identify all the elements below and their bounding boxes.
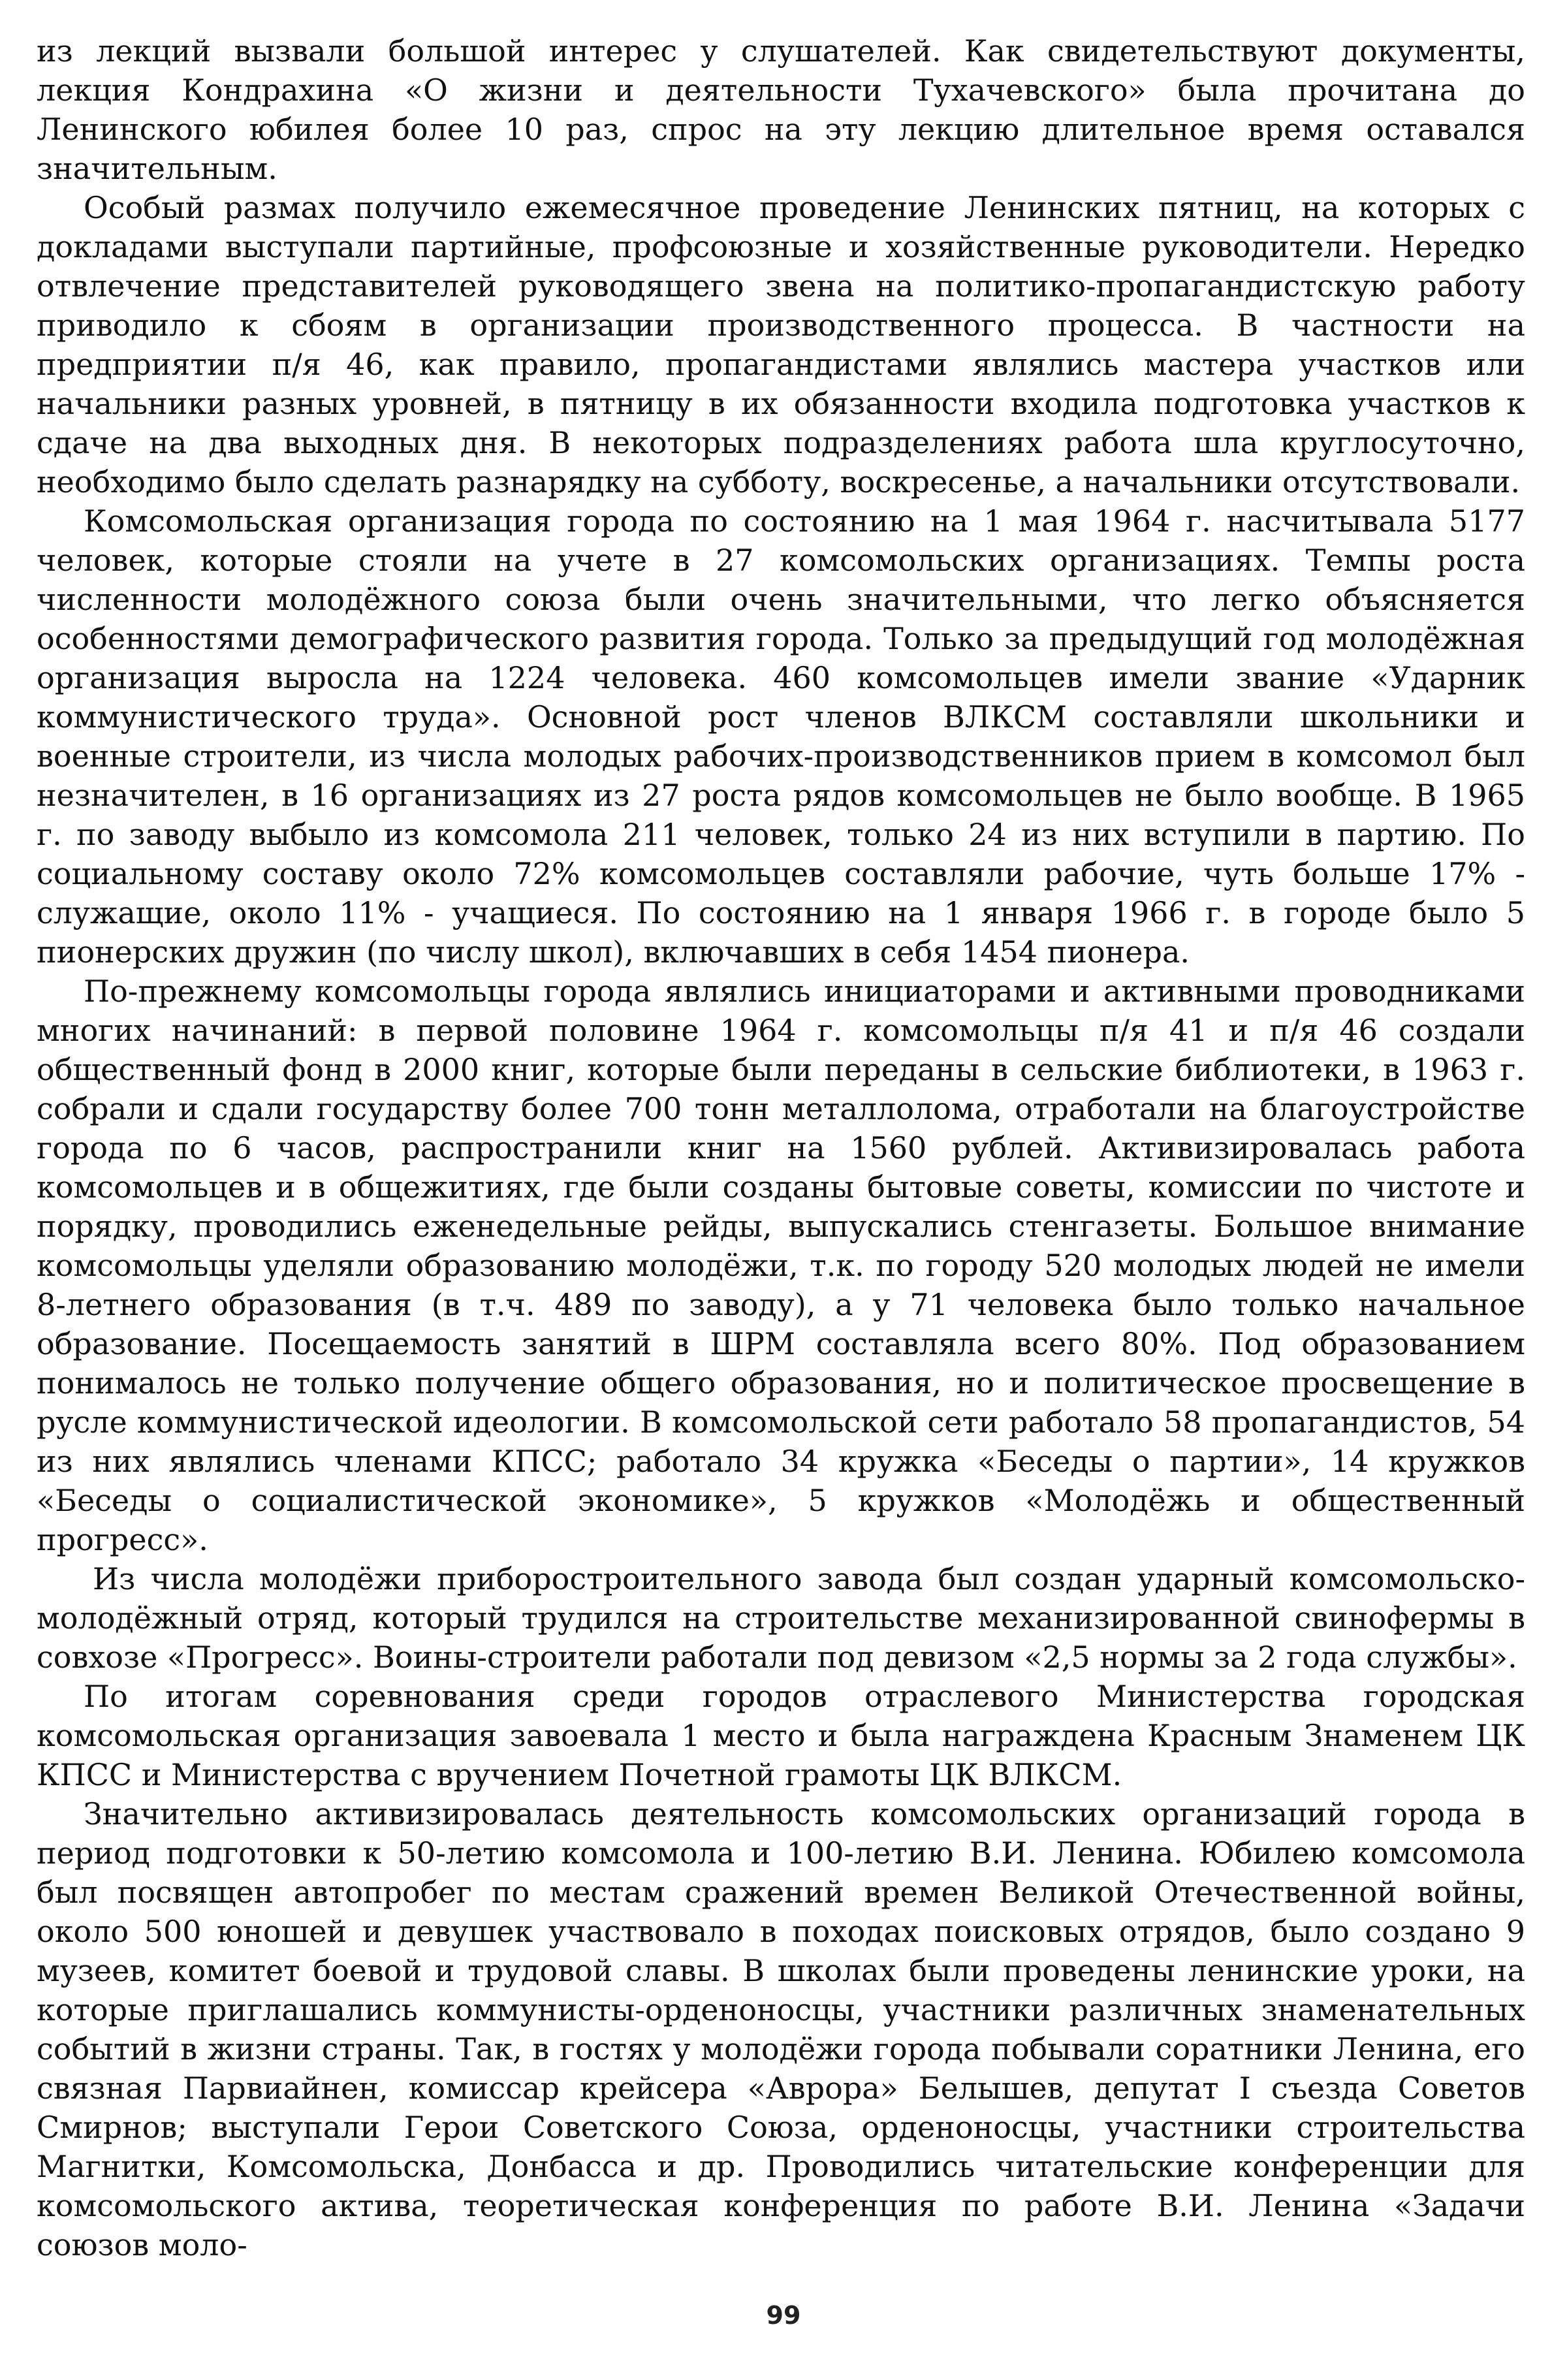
paragraph-3: Комсомольская организация города по состоянию на 1 мая 1964 г. насчитывала 5177 человек, которые стояли на учете в 27 комсомольских организациях. Темпы роста численности молодёжного союза были очень значительными, что легко объясняется особенностями демографического развития города. Только за предыдущий год молодёжная организация выросла на 1224 человека. 460 комсомольцев имели звание «Ударник коммунистического труда». Основной рост членов ВЛКСМ составляли школьники и военные строители, из числа молодых рабочих-производственников прием в комсомол был незначителен, в 16 организациях из 27 роста рядов комсомольцев не было вообще. В 1965 г. по заводу выбыло из комсомола 211 человек, только 24 из них вступили в партию. По социальному составу около 72% комсомольцев составляли рабочие, чуть больше 17% - служащие, около 11% - учащиеся. По состоянию на 1 января 1966 г. в городе было 5 пионерских дружин (по числу школ), включавших в себя 1454 пионера. [37, 503, 1525, 970]
paragraph-6: По итогам соревнования среди городов отраслевого Министерства городская комсомольская организация завоевала 1 место и была награждена Красным Знаменем ЦК КПСС и Министерства с вручением Почетной грамоты ЦК ВЛКСМ. [37, 1679, 1525, 1792]
page-number: 99 [766, 2301, 801, 2330]
paragraph-4: По-прежнему комсомольцы города являлись инициаторами и активными проводниками многих начинаний: в первой половине 1964 г. комсомольцы п/я 41 и п/я 46 создали общественный фонд в 2000 книг, которые были переданы в сельские библиотеки, в 1963 г. собрали и сдали государству более 700 тонн металлолома, отработали на благоустройстве города по 6 часов, распространили книг на 1560 рублей. Активизировалась работа комсомольцев и в общежитиях, где были созданы бытовые советы, комиссии по чистоте и порядку, проводились еженедельные рейды, выпускались стенгазеты. Большое внимание комсомольцы уделяли образованию молодёжи, т.к. по городу 520 молодых людей не имели 8-летнего образования (в т.ч. 489 по заводу), а у 71 человека было только начальное образование. Посещаемость занятий в ШРМ составляла всего 80%. Под образованием понималось не только получение общего образования, но и политическое просвещение в русле коммунистической идеологии. В комсомольской сети работало 58 пропагандистов, 54 из них являлись членами КПСС; работало 34 кружка «Беседы о партии», 14 кружков «Беседы о социалистической экономике», 5 кружков «Молодёжь и общественный прогресс». [37, 974, 1525, 1557]
page-body [37, 31, 1525, 2291]
paragraph-5: Из числа молодёжи приборостроительного завода был создан ударный комсомольско-молодёжный отряд, который трудился на строительстве механизированной свинофермы в совхозе «Прогресс». Воины-строители работали под девизом «2,5 нормы за 2 года службы». [37, 1561, 1525, 1675]
paragraph-7: Значительно активизировалась деятельность комсомольских организаций города в период подготовки к 50-летию комсомола и 100-летию В.И. Ленина. Юбилею комсомола был посвящен автопробег по местам сражений времен Великой Отечественной войны, около 500 юношей и девушек участвовало в походах поисковых отрядов, было создано 9 музеев, комитет боевой и трудовой славы. В школах были проведены ленинские уроки, на которые приглашались коммунисты-орденоносцы, участники различных знаменательных событий в жизни страны. Так, в гостях у молодёжи города побывали соратники Ленина, его связная Парвиайнен, комиссар крейсера «Аврора» Белышев, депутат I съезда Советов Смирнов; выступали Герои Советского Союза, орденоносцы, участники строительства Магнитки, Комсомольска, Донбасса и др. Проводились читательские конференции для комсомольского актива, теоретическая конференция по работе В.И. Ленина «Задачи союзов моло- [37, 1796, 1525, 2262]
paragraph-2: Особый размах получило ежемесячное проведение Ленинских пятниц, на которых с докладами выступали партийные, профсоюзные и хозяйственные руководители. Нередко отвлечение представителей руководящего звена на политико-пропагандистскую работу приводило к сбоям в организации производственного процесса. В частности на предприятии п/я 46, как правило, пропагандистами являлись мастера участков или начальники разных уровней, в пятницу в их обязанности входила подготовка участков к сдаче на два выходных дня. В некоторых подразделениях работа шла круглосуточно, необходимо было сделать разнарядку на субботу, воскресенье, а начальники отсутствовали. [37, 190, 1525, 500]
paragraph-1: из лекций вызвали большой интерес у слушателей. Как свидетельствуют документы, лекция Кондрахина «О жизни и деятельности Тухачевского» была прочитана до Ленинского юбилея более 10 раз, спрос на эту лекцию длительное время оставался значительным. [37, 33, 1525, 186]
